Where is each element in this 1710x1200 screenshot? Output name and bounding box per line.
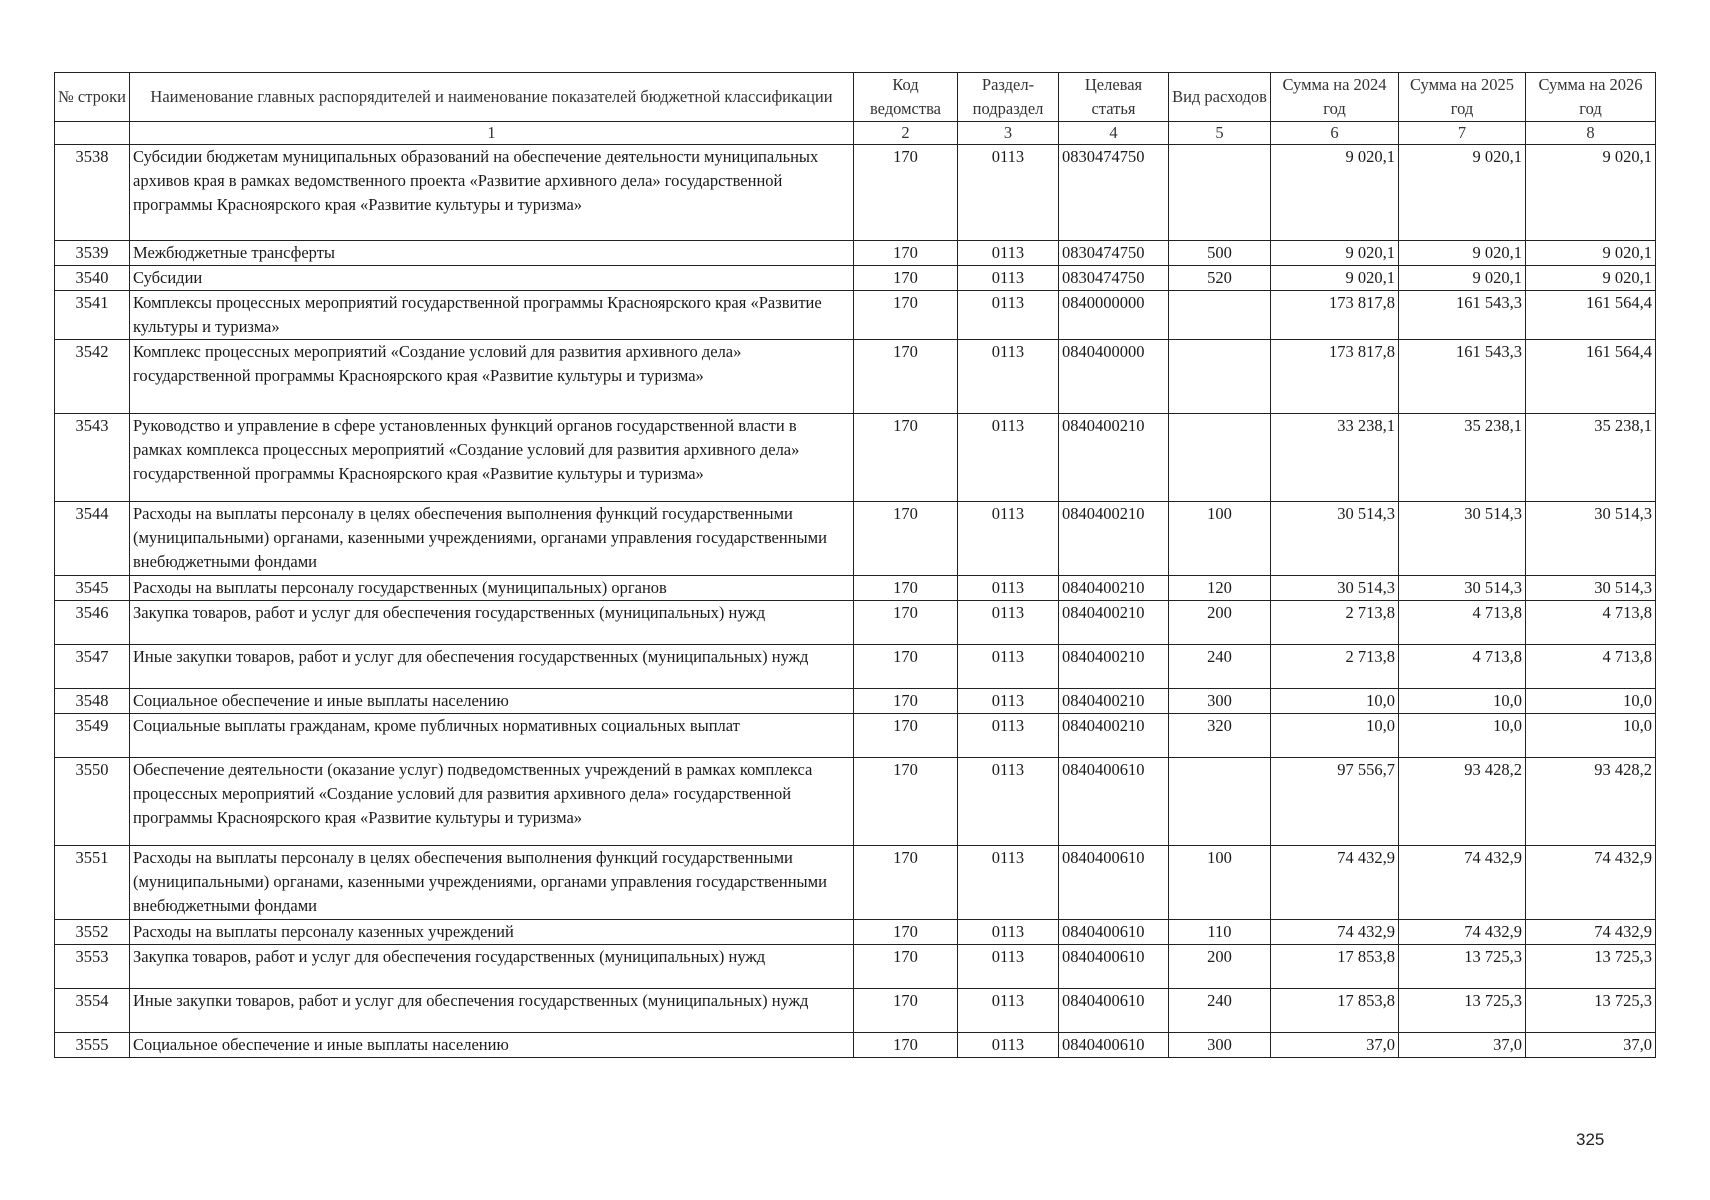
row-ved-code: 170 xyxy=(854,145,958,241)
row-sum-2024: 9 020,1 xyxy=(1271,241,1399,266)
row-expense-type: 120 xyxy=(1169,576,1271,601)
page-number: 325 xyxy=(1576,1130,1605,1149)
row-sum-2024: 173 817,8 xyxy=(1271,340,1399,414)
row-sum-2026: 4 713,8 xyxy=(1526,645,1656,689)
row-sum-2025: 13 725,3 xyxy=(1399,989,1526,1033)
table-row xyxy=(55,414,1656,502)
row-razdel: 0113 xyxy=(958,241,1059,266)
row-sum-2026: 74 432,9 xyxy=(1526,846,1656,920)
row-ved-code: 170 xyxy=(854,714,958,758)
row-ved-code: 170 xyxy=(854,758,958,846)
row-expense-type: 200 xyxy=(1169,601,1271,645)
table-row xyxy=(55,758,1656,846)
row-razdel: 0113 xyxy=(958,945,1059,989)
row-ved-code: 170 xyxy=(854,414,958,502)
row-sum-2025: 30 514,3 xyxy=(1399,576,1526,601)
row-sum-2025: 37,0 xyxy=(1399,1033,1526,1058)
row-target-article: 0830474750 xyxy=(1059,145,1169,241)
row-sum-2024: 10,0 xyxy=(1271,689,1399,714)
row-sum-2026: 4 713,8 xyxy=(1526,601,1656,645)
row-expense-type: 300 xyxy=(1169,689,1271,714)
row-number: 3538 xyxy=(55,145,130,241)
row-expense-type: 500 xyxy=(1169,241,1271,266)
row-razdel: 0113 xyxy=(958,1033,1059,1058)
row-target-article: 0840400610 xyxy=(1059,920,1169,945)
row-name: Социальное обеспечение и иные выплаты населению xyxy=(130,1033,854,1058)
table-row xyxy=(55,1033,1656,1058)
row-target-article: 0840400610 xyxy=(1059,945,1169,989)
row-expense-type xyxy=(1169,340,1271,414)
row-sum-2026: 9 020,1 xyxy=(1526,266,1656,291)
row-target-article: 0840400210 xyxy=(1059,601,1169,645)
row-name: Иные закупки товаров, работ и услуг для обеспечения государственных (муниципальных) нужд xyxy=(130,989,854,1033)
row-target-article: 0840400210 xyxy=(1059,714,1169,758)
row-sum-2025: 30 514,3 xyxy=(1399,502,1526,576)
row-name: Обеспечение деятельности (оказание услуг) подведомственных учреждений в рамках комплекса процессных мероприятий «Создание условий для развития архивного дела» государственной программы Красноярского края «Развитие культуры и туризма» xyxy=(130,758,854,846)
row-target-article: 0840400210 xyxy=(1059,576,1169,601)
row-sum-2025: 10,0 xyxy=(1399,689,1526,714)
row-target-article: 0840400210 xyxy=(1059,689,1169,714)
row-razdel: 0113 xyxy=(958,846,1059,920)
budget-table xyxy=(54,72,1656,1058)
table-body xyxy=(55,145,1656,1058)
column-number: 7 xyxy=(1399,122,1526,145)
row-sum-2026: 30 514,3 xyxy=(1526,502,1656,576)
table-row xyxy=(55,714,1656,758)
row-sum-2025: 74 432,9 xyxy=(1399,920,1526,945)
row-target-article: 0840400210 xyxy=(1059,414,1169,502)
row-sum-2025: 13 725,3 xyxy=(1399,945,1526,989)
row-name: Закупка товаров, работ и услуг для обеспечения государственных (муниципальных) нужд xyxy=(130,601,854,645)
row-ved-code: 170 xyxy=(854,920,958,945)
row-target-article: 0840400610 xyxy=(1059,1033,1169,1058)
row-sum-2025: 10,0 xyxy=(1399,714,1526,758)
row-number: 3546 xyxy=(55,601,130,645)
row-name: Субсидии xyxy=(130,266,854,291)
column-number: 4 xyxy=(1059,122,1169,145)
column-number xyxy=(55,122,130,145)
header-razdel: Раздел-подраздел xyxy=(958,73,1059,122)
row-target-article: 0840400610 xyxy=(1059,989,1169,1033)
row-sum-2024: 173 817,8 xyxy=(1271,291,1399,340)
row-target-article: 0840400610 xyxy=(1059,846,1169,920)
column-number: 1 xyxy=(130,122,854,145)
row-sum-2025: 161 543,3 xyxy=(1399,340,1526,414)
row-target-article: 0840400210 xyxy=(1059,502,1169,576)
row-number: 3549 xyxy=(55,714,130,758)
row-expense-type: 200 xyxy=(1169,945,1271,989)
row-ved-code: 170 xyxy=(854,945,958,989)
row-sum-2024: 9 020,1 xyxy=(1271,145,1399,241)
row-sum-2024: 9 020,1 xyxy=(1271,266,1399,291)
header-vr: Вид расходов xyxy=(1169,73,1271,122)
header-row xyxy=(55,73,1656,122)
row-number: 3542 xyxy=(55,340,130,414)
row-name: Закупка товаров, работ и услуг для обеспечения государственных (муниципальных) нужд xyxy=(130,945,854,989)
row-number: 3547 xyxy=(55,645,130,689)
column-number: 2 xyxy=(854,122,958,145)
row-expense-type xyxy=(1169,145,1271,241)
header-sum-2024: Сумма на 2024 год xyxy=(1271,73,1399,122)
row-sum-2026: 10,0 xyxy=(1526,714,1656,758)
row-sum-2026: 10,0 xyxy=(1526,689,1656,714)
column-number: 5 xyxy=(1169,122,1271,145)
row-expense-type xyxy=(1169,414,1271,502)
row-sum-2025: 4 713,8 xyxy=(1399,601,1526,645)
table-row xyxy=(55,989,1656,1033)
row-number: 3548 xyxy=(55,689,130,714)
header-row-number: № строки xyxy=(55,73,130,122)
row-number: 3540 xyxy=(55,266,130,291)
row-sum-2025: 93 428,2 xyxy=(1399,758,1526,846)
row-razdel: 0113 xyxy=(958,645,1059,689)
table-row xyxy=(55,241,1656,266)
row-ved-code: 170 xyxy=(854,576,958,601)
row-ved-code: 170 xyxy=(854,689,958,714)
row-sum-2024: 30 514,3 xyxy=(1271,576,1399,601)
row-name: Социальные выплаты гражданам, кроме публичных нормативных социальных выплат xyxy=(130,714,854,758)
row-sum-2026: 9 020,1 xyxy=(1526,145,1656,241)
row-sum-2025: 74 432,9 xyxy=(1399,846,1526,920)
table-row xyxy=(55,601,1656,645)
row-expense-type: 300 xyxy=(1169,1033,1271,1058)
row-target-article: 0840400210 xyxy=(1059,645,1169,689)
row-ved-code: 170 xyxy=(854,502,958,576)
row-sum-2024: 33 238,1 xyxy=(1271,414,1399,502)
row-ved-code: 170 xyxy=(854,241,958,266)
row-sum-2025: 161 543,3 xyxy=(1399,291,1526,340)
table-row xyxy=(55,945,1656,989)
row-sum-2026: 93 428,2 xyxy=(1526,758,1656,846)
row-sum-2026: 37,0 xyxy=(1526,1033,1656,1058)
row-sum-2026: 35 238,1 xyxy=(1526,414,1656,502)
row-sum-2024: 30 514,3 xyxy=(1271,502,1399,576)
column-number: 6 xyxy=(1271,122,1399,145)
row-razdel: 0113 xyxy=(958,414,1059,502)
row-expense-type: 100 xyxy=(1169,846,1271,920)
table-row xyxy=(55,689,1656,714)
row-name: Расходы на выплаты персоналу казенных учреждений xyxy=(130,920,854,945)
row-target-article: 0840400000 xyxy=(1059,340,1169,414)
row-expense-type: 240 xyxy=(1169,989,1271,1033)
row-sum-2025: 9 020,1 xyxy=(1399,145,1526,241)
header-name: Наименование главных распорядителей и наименование показателей бюджетной классификации xyxy=(130,73,854,122)
row-name: Субсидии бюджетам муниципальных образований на обеспечение деятельности муниципальных архивов края в рамках ведомственного проекта «Развитие архивного дела» государственной программы Красноярского края «Развитие культуры и туризма» xyxy=(130,145,854,241)
row-ved-code: 170 xyxy=(854,601,958,645)
row-ved-code: 170 xyxy=(854,846,958,920)
row-expense-type: 320 xyxy=(1169,714,1271,758)
row-ved-code: 170 xyxy=(854,291,958,340)
row-razdel: 0113 xyxy=(958,714,1059,758)
row-name: Иные закупки товаров, работ и услуг для обеспечения государственных (муниципальных) нужд xyxy=(130,645,854,689)
row-razdel: 0113 xyxy=(958,576,1059,601)
row-sum-2025: 35 238,1 xyxy=(1399,414,1526,502)
row-sum-2026: 9 020,1 xyxy=(1526,241,1656,266)
row-expense-type: 110 xyxy=(1169,920,1271,945)
row-sum-2024: 2 713,8 xyxy=(1271,601,1399,645)
row-number: 3539 xyxy=(55,241,130,266)
table-row xyxy=(55,645,1656,689)
row-name: Межбюджетные трансферты xyxy=(130,241,854,266)
table-header xyxy=(55,73,1656,145)
row-sum-2026: 13 725,3 xyxy=(1526,989,1656,1033)
row-target-article: 0830474750 xyxy=(1059,266,1169,291)
row-sum-2026: 161 564,4 xyxy=(1526,340,1656,414)
row-razdel: 0113 xyxy=(958,920,1059,945)
row-razdel: 0113 xyxy=(958,758,1059,846)
row-ved-code: 170 xyxy=(854,1033,958,1058)
row-sum-2025: 9 020,1 xyxy=(1399,241,1526,266)
table-row xyxy=(55,502,1656,576)
row-number: 3541 xyxy=(55,291,130,340)
row-razdel: 0113 xyxy=(958,989,1059,1033)
row-sum-2026: 13 725,3 xyxy=(1526,945,1656,989)
row-sum-2024: 17 853,8 xyxy=(1271,989,1399,1033)
row-razdel: 0113 xyxy=(958,145,1059,241)
row-expense-type xyxy=(1169,758,1271,846)
table-row xyxy=(55,145,1656,241)
header-sum-2026: Сумма на 2026 год xyxy=(1526,73,1656,122)
row-number: 3544 xyxy=(55,502,130,576)
row-name: Социальное обеспечение и иные выплаты населению xyxy=(130,689,854,714)
row-number: 3554 xyxy=(55,989,130,1033)
table-row xyxy=(55,920,1656,945)
row-razdel: 0113 xyxy=(958,601,1059,645)
column-number: 8 xyxy=(1526,122,1656,145)
row-number: 3550 xyxy=(55,758,130,846)
row-target-article: 0840000000 xyxy=(1059,291,1169,340)
row-sum-2024: 74 432,9 xyxy=(1271,920,1399,945)
row-expense-type: 240 xyxy=(1169,645,1271,689)
row-number: 3555 xyxy=(55,1033,130,1058)
table-row xyxy=(55,576,1656,601)
row-expense-type xyxy=(1169,291,1271,340)
row-sum-2024: 17 853,8 xyxy=(1271,945,1399,989)
column-number: 3 xyxy=(958,122,1059,145)
column-number-row xyxy=(55,122,1656,145)
row-sum-2024: 37,0 xyxy=(1271,1033,1399,1058)
row-number: 3551 xyxy=(55,846,130,920)
row-name: Руководство и управление в сфере установленных функций органов государственной власти в рамках комплекса процессных мероприятий «Создание условий для развития архивного дела» государственной программы Красноярского края «Развитие культуры и туризма» xyxy=(130,414,854,502)
row-sum-2026: 74 432,9 xyxy=(1526,920,1656,945)
row-ved-code: 170 xyxy=(854,989,958,1033)
row-razdel: 0113 xyxy=(958,291,1059,340)
row-sum-2024: 10,0 xyxy=(1271,714,1399,758)
row-number: 3543 xyxy=(55,414,130,502)
row-number: 3553 xyxy=(55,945,130,989)
row-name: Расходы на выплаты персоналу в целях обеспечения выполнения функций государственными (муниципальными) органами, казенными учреждениями, органами управления государственными внебюджетными фондами xyxy=(130,502,854,576)
row-sum-2026: 161 564,4 xyxy=(1526,291,1656,340)
table-row xyxy=(55,846,1656,920)
row-sum-2025: 4 713,8 xyxy=(1399,645,1526,689)
row-razdel: 0113 xyxy=(958,502,1059,576)
row-number: 3545 xyxy=(55,576,130,601)
row-expense-type: 520 xyxy=(1169,266,1271,291)
row-sum-2024: 74 432,9 xyxy=(1271,846,1399,920)
row-ved-code: 170 xyxy=(854,645,958,689)
header-sum-2025: Сумма на 2025 год xyxy=(1399,73,1526,122)
row-razdel: 0113 xyxy=(958,340,1059,414)
row-razdel: 0113 xyxy=(958,266,1059,291)
row-razdel: 0113 xyxy=(958,689,1059,714)
table-row xyxy=(55,266,1656,291)
row-sum-2024: 2 713,8 xyxy=(1271,645,1399,689)
row-ved-code: 170 xyxy=(854,266,958,291)
row-sum-2024: 97 556,7 xyxy=(1271,758,1399,846)
row-number: 3552 xyxy=(55,920,130,945)
row-sum-2026: 30 514,3 xyxy=(1526,576,1656,601)
row-sum-2025: 9 020,1 xyxy=(1399,266,1526,291)
table-row xyxy=(55,340,1656,414)
row-ved-code: 170 xyxy=(854,340,958,414)
row-expense-type: 100 xyxy=(1169,502,1271,576)
row-name: Комплекс процессных мероприятий «Создание условий для развития архивного дела» государственной программы Красноярского края «Развитие культуры и туризма» xyxy=(130,340,854,414)
table-row xyxy=(55,291,1656,340)
row-target-article: 0830474750 xyxy=(1059,241,1169,266)
row-target-article: 0840400610 xyxy=(1059,758,1169,846)
row-name: Комплексы процессных мероприятий государственной программы Красноярского края «Развитие культуры и туризма» xyxy=(130,291,854,340)
row-name: Расходы на выплаты персоналу государственных (муниципальных) органов xyxy=(130,576,854,601)
header-cs: Целевая статья xyxy=(1059,73,1169,122)
row-name: Расходы на выплаты персоналу в целях обеспечения выполнения функций государственными (муниципальными) органами, казенными учреждениями, органами управления государственными внебюджетными фондами xyxy=(130,846,854,920)
header-ved: Код ведомства xyxy=(854,73,958,122)
